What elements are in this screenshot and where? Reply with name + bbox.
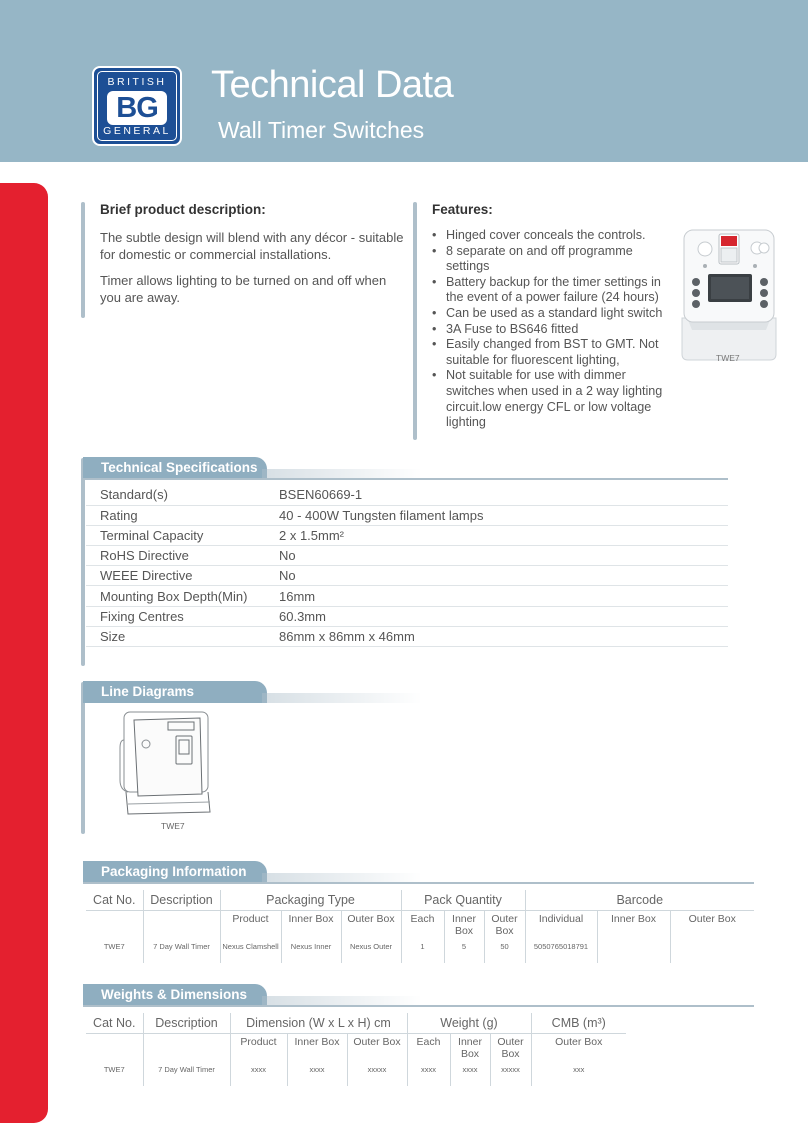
cell-individual: 5050765018791 — [525, 939, 597, 963]
cell-inner: 5 — [444, 939, 484, 963]
technical-specifications-table — [86, 485, 728, 647]
subheader-inner-box: Inner Box — [281, 911, 341, 939]
subheader-outer: Outer Box — [484, 911, 525, 939]
spec-value: No — [279, 546, 728, 566]
logo-text-bottom: GENERAL — [103, 125, 171, 137]
description-paragraph-1: The subtle design will blend with any décor - suitable for domestic or commercial installations. — [100, 230, 404, 262]
spec-label: WEEE Directive — [86, 566, 279, 586]
spec-row — [86, 505, 728, 525]
spec-label: Standard(s) — [86, 485, 279, 505]
spec-row — [86, 546, 728, 566]
header-weight: Weight (g) — [407, 1013, 531, 1034]
feature-item: • 3A Fuse to BS646 fitted — [432, 322, 672, 338]
logo-text-middle: BG — [107, 91, 167, 125]
feature-item: • Easily changed from BST to GMT. Not suitable for fluorescent lighting, — [432, 337, 672, 368]
packaging-tab-rule — [83, 882, 754, 884]
weights-subheader-row — [86, 1034, 626, 1062]
spec-label: RoHS Directive — [86, 546, 279, 566]
spec-row — [86, 485, 728, 505]
header-description: Description — [143, 1013, 230, 1034]
specs-tab-rule — [83, 478, 728, 480]
cell-outer-box: Nexus Outer — [341, 939, 401, 963]
spec-row — [86, 626, 728, 646]
subheader-inner: Inner Box — [444, 911, 484, 939]
technical-specifications-tab: Technical Specifications — [83, 457, 267, 479]
features-heading: Features: — [432, 202, 493, 217]
header-cat-no: Cat No. — [86, 890, 143, 911]
cell-description: 7 Day Wall Timer — [143, 1062, 230, 1086]
empty-cell — [86, 1034, 143, 1062]
spec-label: Size — [86, 626, 279, 646]
tab-shadow — [262, 693, 422, 703]
weights-dimensions-table — [86, 1013, 626, 1086]
empty-cell — [86, 911, 143, 939]
spec-row — [86, 606, 728, 626]
subheader-product: Product — [230, 1034, 287, 1062]
cell-description: 7 Day Wall Timer — [143, 939, 220, 963]
subheader-each: Each — [401, 911, 444, 939]
subheader-cmb-outer: Outer Box — [555, 1036, 603, 1048]
cell-outer: xxxxx — [490, 1062, 531, 1086]
logo-text-top: BRITISH — [107, 76, 167, 88]
subheader-barcode-inner: Inner Box — [597, 911, 670, 939]
cell-product: Nexus Clamshell — [220, 939, 281, 963]
page-subtitle: Wall Timer Switches — [218, 117, 425, 143]
spec-label: Terminal Capacity — [86, 525, 279, 545]
header-cmb: CMB (m³) — [531, 1013, 626, 1034]
spec-value: BSEN60669-1 — [279, 485, 728, 505]
spec-label: Mounting Box Depth(Min) — [86, 586, 279, 606]
header-pack-quantity: Pack Quantity — [401, 890, 525, 911]
british-general-logo — [92, 66, 182, 146]
header-barcode: Barcode — [525, 890, 754, 911]
subheader-inner-box: Inner Box — [287, 1034, 347, 1062]
header-dimension: Dimension (W x L x H) cm — [230, 1013, 407, 1034]
page-title: Technical Data — [211, 64, 454, 106]
packaging-information-table — [86, 890, 754, 963]
header-packaging-type: Packaging Type — [220, 890, 401, 911]
weights-dimensions-tab: Weights & Dimensions — [83, 984, 267, 1006]
timer-switch-product-image — [678, 222, 780, 362]
cell-barcode-outer — [670, 939, 754, 963]
cell-outer-box: xxxxx — [347, 1062, 407, 1086]
cell-outer: 50 — [484, 939, 525, 963]
features-list — [432, 228, 672, 431]
cell-inner-box: xxxx — [287, 1062, 347, 1086]
header-cat-no: Cat No. — [86, 1013, 143, 1034]
spec-value: 86mm x 86mm x 46mm — [279, 626, 728, 646]
cell-product: xxxx — [230, 1062, 287, 1086]
spec-label: Rating — [86, 505, 279, 525]
feature-item: • Battery backup for the timer settings in the event of a power failure (24 hours) — [432, 275, 672, 306]
feature-item: • Can be used as a standard light switch — [432, 306, 672, 322]
table-row — [86, 1062, 626, 1086]
cell-cat-no: TWE7 — [86, 1062, 143, 1086]
cell-each: xxxx — [407, 1062, 450, 1086]
cell-cat-no: TWE7 — [86, 939, 143, 963]
subheader-outer-box: Outer Box — [341, 911, 401, 939]
description-heading: Brief product description: — [100, 202, 266, 217]
subheader-inner: Inner Box — [450, 1034, 490, 1062]
empty-cell — [143, 911, 220, 939]
weights-header-row — [86, 1013, 626, 1034]
spec-value: 40 - 400W Tungsten filament lamps — [279, 505, 728, 525]
weights-tab-rule — [83, 1005, 754, 1007]
description-divider — [81, 202, 85, 318]
subheader-barcode-outer: Outer Box — [688, 913, 736, 925]
empty-cell — [143, 1034, 230, 1062]
specs-divider — [81, 458, 85, 666]
header-description: Description — [143, 890, 220, 911]
timer-line-drawing — [118, 710, 213, 822]
spec-value: 16mm — [279, 586, 728, 606]
feature-item: • Not suitable for use with dimmer switches when used in a 2 way lighting circuit.low energy CFL or low voltage lighting — [432, 368, 672, 430]
cell-cmb-outer: xxx — [573, 1064, 585, 1074]
subheader-individual: Individual — [525, 911, 597, 939]
subheader-product: Product — [220, 911, 281, 939]
spec-row — [86, 566, 728, 586]
spec-label: Fixing Centres — [86, 606, 279, 626]
line-diagrams-tab: Line Diagrams — [83, 681, 267, 703]
subheader-each: Each — [407, 1034, 450, 1062]
table-row — [86, 939, 754, 963]
page-header — [0, 0, 808, 162]
feature-item: • Hinged cover conceals the controls. — [432, 228, 672, 244]
feature-item: • 8 separate on and off programme settings — [432, 244, 672, 275]
cell-barcode-inner — [597, 939, 670, 963]
subheader-outer-box: Outer Box — [347, 1034, 407, 1062]
cell-inner: xxxx — [450, 1062, 490, 1086]
packaging-header-row — [86, 890, 754, 911]
spec-row — [86, 525, 728, 545]
description-paragraph-2: Timer allows lighting to be turned on and off when you are away. — [100, 273, 387, 305]
diagrams-divider — [81, 682, 85, 834]
cell-each: 1 — [401, 939, 444, 963]
diagram-caption: TWE7 — [161, 821, 185, 831]
red-side-bar — [0, 183, 48, 1123]
cell-inner-box: Nexus Inner — [281, 939, 341, 963]
spec-value: 2 x 1.5mm² — [279, 525, 728, 545]
spec-value: 60.3mm — [279, 606, 728, 626]
spec-value: No — [279, 566, 728, 586]
product-image-caption: TWE7 — [716, 353, 740, 363]
spec-row — [86, 586, 728, 606]
packaging-information-tab: Packaging Information — [83, 861, 267, 883]
packaging-subheader-row — [86, 911, 754, 939]
features-divider — [413, 202, 417, 440]
subheader-outer: Outer Box — [490, 1034, 531, 1062]
